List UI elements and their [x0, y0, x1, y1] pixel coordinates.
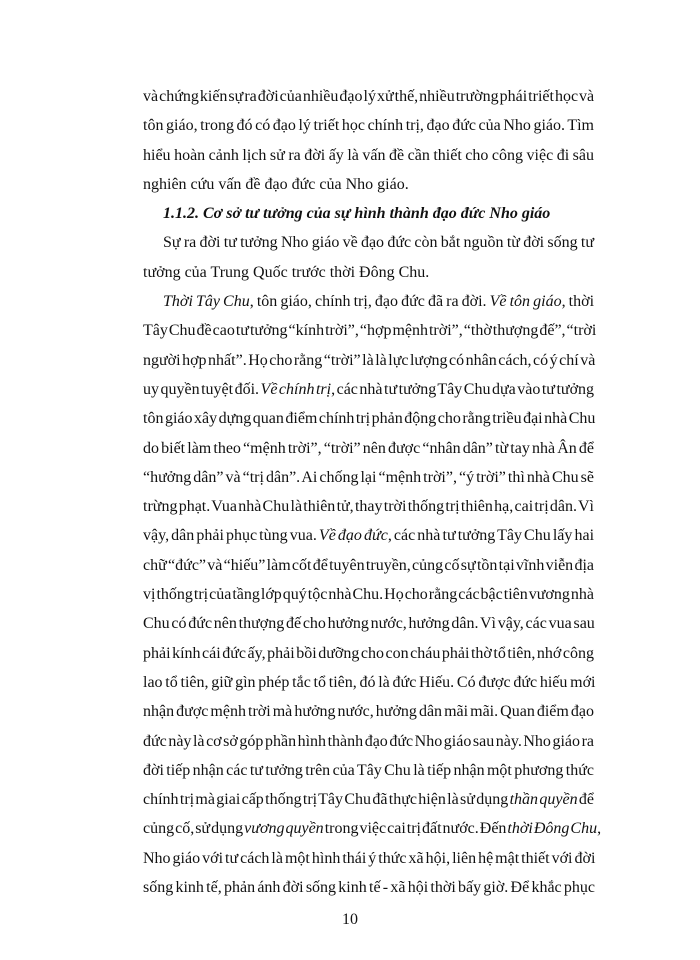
body-text — [143, 82, 602, 902]
text-line — [143, 727, 594, 756]
text-segment: nhận được mệnh trời mà hưởng nước, hưởng dân mãi mãi. Quan điểm đạo — [143, 703, 594, 721]
text-segment: Nho giáo với tư cách là một hình thái ý thức xã hội, liên hệ mật thiết với đời — [143, 849, 596, 867]
text-segment: chữ “đức” và “hiếu” làm cốt để tuyên truyền, củng cố sự tồn tại vĩnh viễn địa — [143, 556, 594, 574]
text-segment: và chứng kiến sự ra đời của nhiều đạo lý xử thế, nhiều trường phái triết học và — [143, 88, 595, 105]
text-line — [143, 404, 594, 433]
text-line — [143, 639, 594, 668]
text-segment: đức này là cơ sở góp phần hình thành đạo đức Nho giáo sau này. Nho giáo ra — [143, 732, 594, 750]
text-line — [143, 82, 594, 111]
text-segment: do biết làm theo “mệnh trời”, “trời” nên được “nhân dân” từ tay nhà Ân để — [143, 439, 594, 457]
text-line — [143, 580, 594, 609]
text-segment: , tôn giáo, chính trị, đạo đức đã ra đời. — [249, 293, 490, 311]
text-segment: , các nhà tư tưởng Tây Chu lấy hai — [387, 527, 595, 545]
italic-text: thần quyền — [509, 791, 578, 809]
text-segment: để — [577, 791, 595, 809]
text-line — [143, 375, 594, 404]
text-line — [143, 346, 594, 375]
page-number: 10 — [342, 911, 358, 928]
text-line — [143, 316, 597, 345]
text-segment: “hưởng dân” và “trị dân”. Ai chống lại “mệnh trời”, “ý trời” thì nhà Chu sẽ — [143, 468, 594, 486]
text-segment: tôn giáo, trong đó có đạo lý triết học chính trị, đạo đức của Nho giáo. Tìm — [143, 117, 594, 135]
text-segment: , các nhà tư tưởng Tây Chu dựa vào tư tưởng — [331, 380, 595, 398]
text-segment: người hợp nhất”. Họ cho rằng “trời” là là lực lượng có nhân cách, có ý chí và — [143, 351, 596, 369]
text-segment: Sự ra đời tư tưởng Nho giáo về đạo đức còn bắt nguồn từ đời sống tư — [163, 234, 594, 252]
text-segment: vậy, dân phải phục tùng vua. — [143, 527, 319, 545]
text-segment: trừng phạt. Vua nhà Chu là thiên tử, thay trời thống trị thiên hạ, cai trị dân. Vì — [143, 498, 594, 516]
text-segment: Chu có đức nên thượng đế cho hưởng nước, hưởng dân. Vì vậy, các vua sau — [143, 615, 595, 633]
text-segment: nghiên cứu vấn đề đạo đức của Nho giáo. — [143, 175, 409, 193]
section-heading — [143, 199, 594, 228]
text-segment: tưởng của Trung Quốc trước thời Đông Chu. — [143, 263, 430, 281]
text-line — [143, 668, 594, 697]
text-line — [143, 170, 594, 199]
italic-text: Về chính trị — [260, 380, 332, 398]
text-line — [143, 228, 594, 257]
text-segment: trong việc cai trị đất nước. Đến — [323, 820, 508, 838]
text-segment: củng cố, sử dụng — [143, 820, 245, 838]
text-segment: lao tổ tiên, giữ gìn phép tắc tổ tiên, đó là đức Hiếu. Có được đức hiếu mới — [143, 673, 596, 691]
text-segment: , — [597, 820, 602, 838]
text-line — [143, 785, 594, 814]
italic-text: Về đạo đức — [318, 527, 388, 545]
text-segment: tôn giáo xây dựng quan điểm chính trị phản động cho rằng triều đại nhà Chu — [143, 410, 596, 428]
text-segment: chính trị mà giai cấp thống trị Tây Chu đã thực hiện là sử dụng — [143, 791, 510, 809]
text-segment: uy quyền tuyệt đối. — [143, 380, 261, 398]
text-line — [143, 258, 594, 287]
text-line — [143, 697, 594, 726]
italic-text: vương quyền — [244, 820, 324, 838]
italic-text: Thời Tây Chu — [163, 293, 250, 311]
text-line — [143, 551, 594, 580]
text-line — [143, 844, 594, 873]
text-line — [143, 814, 602, 843]
italic-text: thời Đông Chu — [507, 820, 598, 838]
text-line — [143, 492, 594, 521]
text-line — [143, 111, 594, 140]
text-segment: Tây Chu đề cao tư tưởng “kính trời”, “hợp mệnh trời”, “thờ thượng đế”, “trời — [143, 322, 597, 340]
text-line — [143, 756, 594, 785]
text-segment: 1.1.2. Cơ sở tư tưởng của sự hình thành đạo đức Nho giáo — [163, 205, 551, 223]
text-line — [143, 141, 594, 170]
text-segment: đời tiếp nhận các tư tưởng trên của Tây Chu là tiếp nhận một phương thức — [143, 761, 594, 779]
text-line — [143, 873, 594, 902]
text-line — [143, 521, 594, 550]
text-line — [143, 287, 594, 316]
text-line — [143, 609, 594, 638]
text-segment: phải kính cái đức ấy, phải bồi dưỡng cho con cháu phải thờ tổ tiên, nhớ công — [143, 644, 594, 662]
italic-text: Về tôn giáo — [489, 293, 562, 311]
text-line — [143, 463, 594, 492]
text-segment: , thời — [561, 293, 595, 311]
text-segment: hiểu hoàn cảnh lịch sử ra đời ấy là vấn đề cần thiết cho công việc đi sâu — [143, 146, 594, 164]
text-segment: sống kinh tế, phản ánh đời sống kinh tế - xã hội thời bấy giờ. Để khắc phục — [143, 879, 595, 897]
text-segment: vị thống trị của tầng lớp quý tộc nhà Chu. Họ cho rằng các bậc tiên vương nhà — [143, 586, 594, 604]
text-line — [143, 434, 594, 463]
